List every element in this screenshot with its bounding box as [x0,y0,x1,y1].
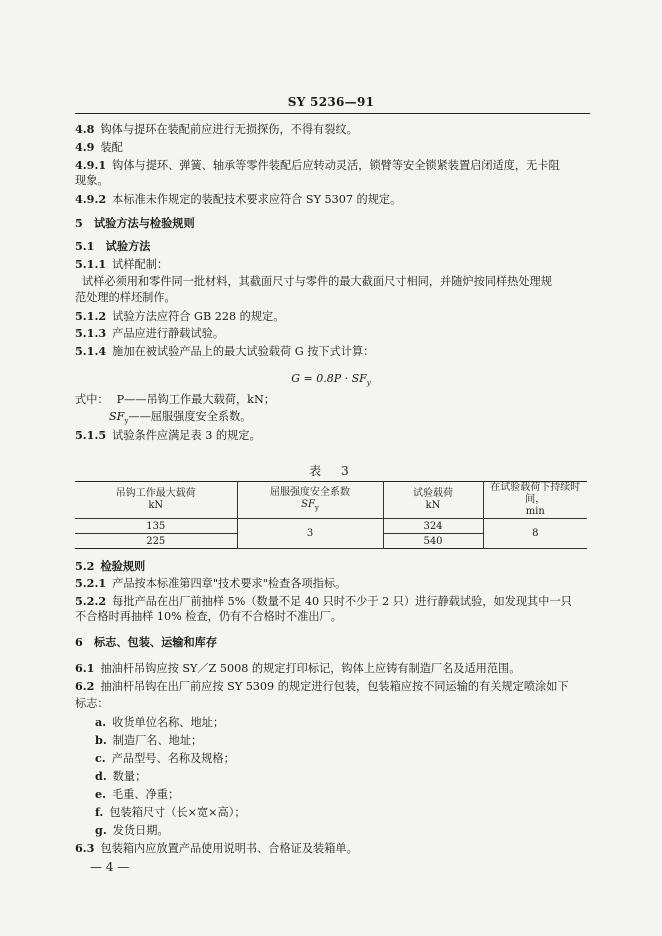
cell-load: 225 [75,534,237,549]
clause-5-1-3: 5.1.3 产品应进行静载试验。 [75,326,225,340]
clause-4-8: 4.8 钩体与提环在装配前应进行无损探伤，不得有裂纹。 [75,122,358,136]
page-number: — 4 — [90,860,130,874]
list-item: b. 制造厂名、地址； [95,733,203,747]
list-item: d. 数量； [95,769,147,783]
header-safety-factor: 屈服强度安全系数 $SF_y$ [237,482,383,519]
load-formula: $G = 0.8P \cdot SF_y$ [291,372,371,388]
list-item: f. 包装箱尺寸（长×宽×高）； [95,805,246,819]
table-3 [75,481,587,549]
cell-safety-factor: 3 [237,519,383,549]
header-rule [75,113,590,114]
list-item: a. 收货单位名称、地址； [95,715,225,729]
page-header: SY 5236—91 [287,95,375,109]
clause-5-2-1: 5.2.1 产品按本标准第四章"技术要求"检查各项指标。 [75,576,347,590]
clause-5-1-1-cont: 范处理的样坯制作。 [75,291,176,304]
clause-5-1-2: 5.1.2 试验方法应符合 GB 228 的规定。 [75,309,285,323]
clause-5-1-5: 5.1.5 试验条件应满足表 3 的规定。 [75,428,261,442]
table-header-row [75,482,587,519]
section-5-title: 5 试验方法与检验规则 [75,216,195,230]
formula-where-p: 式中： P——吊钩工作最大载荷，kN； [75,393,275,406]
section-5-1-title: 5.1 试验方法 [75,239,151,253]
clause-5-2-2-cont: 不合格时再抽样 10% 检查，仍有不合格时不准出厂。 [75,610,342,623]
table-row [75,519,587,534]
list-item: c. 产品型号、名称及规格； [95,751,235,765]
header-test-load: 试验载荷 kN [383,482,483,519]
clause-6-2: 6.2 抽油杆吊钩在出厂前应按 SY 5309 的规定进行包装，包装箱应按不同运输的有关规定喷涂如下 [75,679,569,693]
section-5-2-title: 5.2 检验规则 [75,559,146,573]
clause-4-9-1-cont: 现象。 [75,174,109,187]
clause-5-2-2: 5.2.2 每批产品在出厂前抽样 5%（数量不足 40 只时不少于 2 只）进行静载试验，如发现其中一只 [75,594,572,608]
table-caption: 表 3 [309,464,353,478]
clause-5-1-4: 5.1.4 施加在被试验产品上的最大试验载荷 G 按下式计算： [75,344,375,358]
cell-test-load: 540 [383,534,483,549]
header-duration: 在试验载荷下持续时间， min [483,482,587,519]
header-max-load: 吊钩工作最大载荷 kN [75,482,237,519]
section-6-title: 6 标志、包装、运输和库存 [75,635,218,649]
list-item: e. 毛重、净重； [95,787,180,801]
clause-4-9-1: 4.9.1 钩体与提环、弹簧、轴承等零件装配后应转动灵活，锁臂等安全锁紧装置启闭适度，无卡阻 [75,158,560,172]
cell-test-load: 324 [383,519,483,534]
formula-where-sf: $SF_y——$屈服强度安全系数。 [109,410,252,426]
cell-load: 135 [75,519,237,534]
clause-6-2-cont: 标志： [75,697,109,710]
clause-6-3: 6.3 包装箱内应放置产品使用说明书、合格证及装箱单。 [75,841,358,855]
cell-duration: 8 [483,519,587,549]
clause-4-9: 4.9 装配 [75,140,123,154]
clause-5-1-1: 5.1.1 试样配制： [75,257,169,271]
list-item: g. 发货日期。 [95,823,169,837]
clause-5-1-1-body: 试样必须用和零件同一批材料，其截面尺寸与零件的最大截面尺寸相同，并随炉按同样热处理规 [82,275,552,288]
clause-4-9-2: 4.9.2 本标准未作规定的装配技术要求应符合 SY 5307 的规定。 [75,192,402,206]
clause-6-1: 6.1 抽油杆吊钩应按 SY／Z 5008 的规定打印标记，钩体上应铸有制造厂名及适用范围。 [75,661,521,675]
